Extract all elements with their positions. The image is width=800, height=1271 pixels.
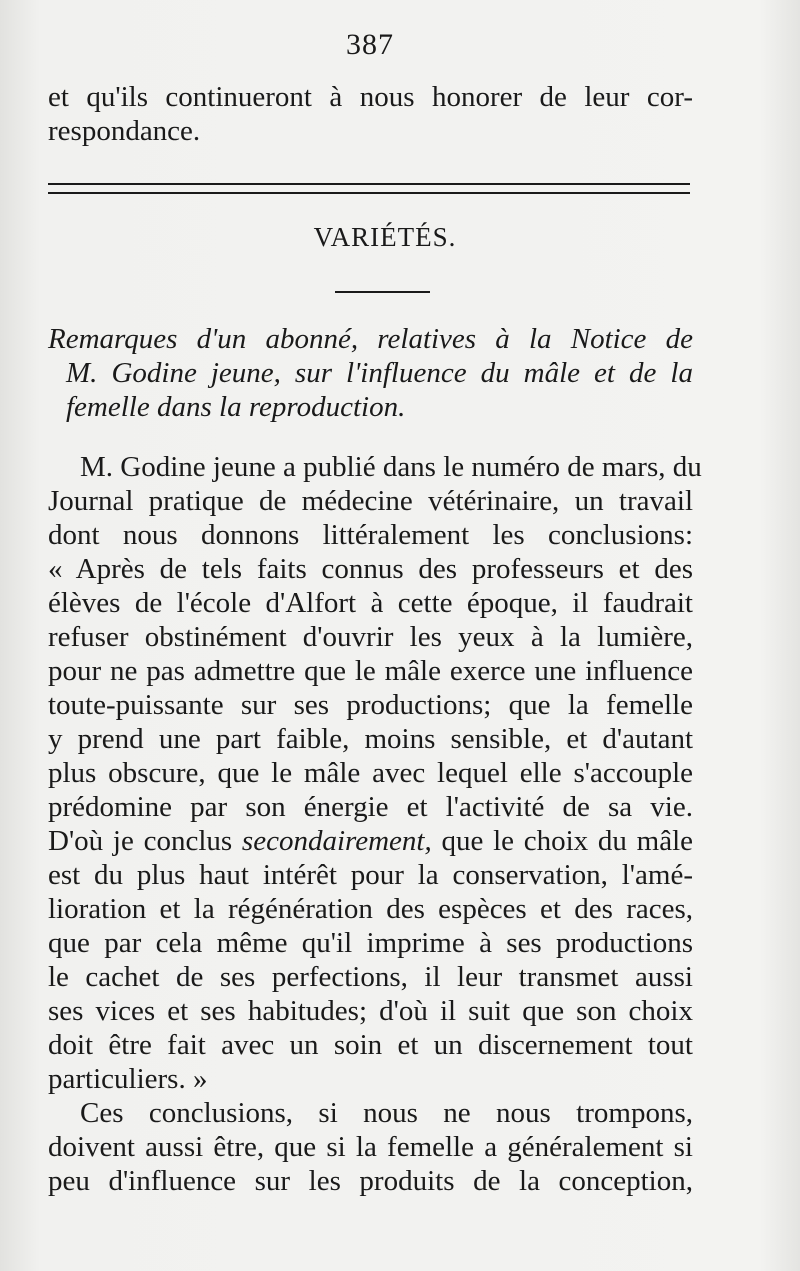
- text-line: doit être fait avec un soin et un discernement tout: [48, 1029, 693, 1061]
- text-line: le cachet de ses perfections, il leur transmet aussi: [48, 961, 693, 993]
- article-title-line: M. Godine jeune, sur l'influence du mâle et de la: [66, 357, 693, 389]
- page-number: 387: [346, 28, 394, 61]
- text-line: est du plus haut intérêt pour la conservation, l'amé-: [48, 859, 693, 891]
- text-line: toute-puissante sur ses productions; que la femelle: [48, 689, 693, 721]
- text-line: « Après de tels faits connus des professeurs et des: [48, 553, 693, 585]
- text-line: particuliers. »: [48, 1063, 208, 1095]
- text-line: Ces conclusions, si nous ne nous trompons,: [80, 1097, 693, 1129]
- text-segment: que le choix du mâle: [441, 825, 694, 857]
- text-segment: D'où je conclus: [48, 825, 233, 857]
- double-rule-divider: [48, 183, 690, 194]
- text-line: lioration et la régénération des espèces et des races,: [48, 893, 693, 925]
- text-line: ses vices et ses habitudes; d'où il suit que son choix: [48, 995, 693, 1027]
- emphasized-word: secondairement,: [241, 825, 432, 857]
- text-line: et qu'ils continueront à nous honorer de leur cor-: [48, 81, 693, 113]
- article-title-line: Remarques d'un abonné, relatives à la Notice de: [48, 323, 693, 355]
- text-line: pour ne pas admettre que le mâle exerce une influence: [48, 655, 693, 687]
- article-body: [48, 450, 702, 1198]
- text-line: élèves de l'école d'Alfort à cette époque, il faudrait: [48, 587, 693, 619]
- article-title: [48, 322, 693, 424]
- text-line: Journal pratique de médecine vétérinaire, un travail: [48, 485, 693, 517]
- text-line: prédomine par son énergie et l'activité de sa vie.: [48, 791, 693, 823]
- text-line: que par cela même qu'il imprime à ses productions: [48, 927, 693, 959]
- text-line: doivent aussi être, que si la femelle a généralement si: [48, 1131, 693, 1163]
- section-title: VARIÉTÉS.: [313, 222, 457, 252]
- text-line: [48, 824, 693, 858]
- text-line: peu d'influence sur les produits de la conception,: [48, 1165, 693, 1197]
- text-line: M. Godine jeune a publié dans le numéro de mars, du: [80, 451, 702, 483]
- text-line: dont nous donnons littéralement les conclusions:: [48, 519, 693, 551]
- short-rule-divider: [335, 291, 430, 293]
- text-line: respondance.: [48, 115, 201, 147]
- continuation-paragraph: [48, 80, 693, 148]
- text-line: refuser obstinément d'ouvrir les yeux à la lumière,: [48, 621, 693, 653]
- text-line: y prend une part faible, moins sensible, et d'autant: [48, 723, 693, 755]
- text-line: plus obscure, que le mâle avec lequel elle s'accouple: [48, 757, 693, 789]
- article-title-line: femelle dans la reproduction.: [66, 391, 406, 423]
